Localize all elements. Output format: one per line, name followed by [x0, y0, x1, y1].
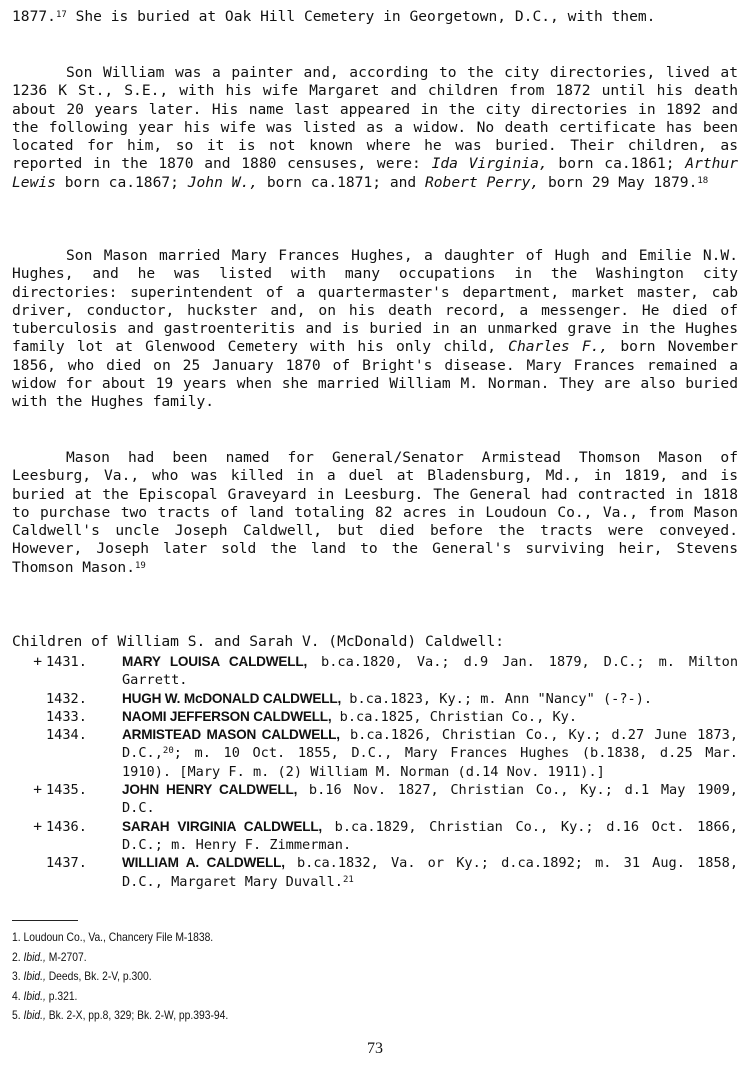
footnote-text: Loudoun Co., Va., Chancery File M-1838. [23, 930, 214, 944]
footnotes [12, 928, 228, 1026]
entry-details: b.ca.1829, Christian Co., Ky.; d.16 Oct. 1866, D.C.; m. Henry F. Zimmerman. [122, 818, 738, 853]
child-entry [12, 818, 738, 855]
entry-number: 1431. [46, 654, 87, 670]
footnote [12, 948, 228, 968]
has-descendants-marker: + [33, 653, 42, 670]
entry-number: 1432. [46, 690, 87, 707]
page-number: 73 [367, 1040, 383, 1057]
footnote-text: M-2707. [45, 949, 87, 964]
entry-text [122, 653, 738, 690]
has-descendants-marker [12, 708, 46, 726]
child-full-name: HUGH W. McDONALD CALDWELL, [122, 690, 342, 706]
child-full-name: NAOMI JEFFERSON CALDWELL, [122, 708, 332, 724]
paragraph-son-william [12, 64, 738, 192]
has-descendants-marker: + [33, 817, 42, 835]
footnote [12, 928, 228, 948]
text: born November 1856, who died on 25 January 1870 of Bright's disease. Mary Frances remained a widow for about 19 years when she married William M. Norman. They are also buried with the Hughes family. [12, 338, 739, 411]
text: born ca.1861; [547, 155, 686, 173]
child-name: Robert Perry, [424, 173, 540, 191]
entry-number: 1436. [46, 818, 87, 835]
entry-details-cont: ; m. 10 Oct. 1855, D.C., Mary Frances Hughes (b.1838, d.25 Mar. 1910). [Mary F. m. (2) William M. Norman (d.14 Nov. 1911).] [122, 745, 738, 780]
footnote-ref: 17 [55, 10, 67, 20]
child-entry [12, 653, 738, 690]
child-name: Arthur Lewis [12, 155, 738, 191]
footnote-ref: 18 [697, 175, 709, 186]
footnote-text: Deeds, Bk. 2-V, p.300. [45, 969, 152, 983]
footnote-divider [12, 920, 78, 921]
entry-details: b.ca.1820, Va.; d.9 Jan. 1879, D.C.; m. Milton Garrett. [122, 654, 739, 689]
child-entry [12, 708, 738, 726]
footnote-ibid: Ibid., [23, 969, 46, 983]
child-full-name: JOHN HENRY CALDWELL, [122, 782, 298, 798]
entry-details: b.ca.1823, Ky.; m. Ann "Nancy" (-?-). [341, 690, 653, 707]
paragraph-son-mason [12, 247, 738, 412]
footnote-number: 2. [12, 949, 21, 964]
paragraph-mason-named [12, 449, 738, 577]
entry-text [122, 854, 738, 891]
entry-text [122, 726, 738, 781]
child-full-name: MARY LOUISA CALDWELL, [122, 654, 308, 669]
entry-number: 1435. [46, 782, 87, 799]
text: Son William was a painter and, according to the city directories, lived at 1236 K St., S.E., with his wife Margaret and children from 1872 until his death about 20 years later. His name last appeared in the city directories in 1892 and the following year his wife was listed as a widow. No death certificate has been located for him, so it is not known where he was buried. Their children, as reported in the 1870 and 1880 censuses, were: [12, 64, 738, 173]
footnote-ref: 21 [342, 874, 354, 885]
entry-details: b.16 Nov. 1827, Christian Co., Ky.; d.1 May 1909, D.C. [122, 782, 738, 817]
paragraph-continued [12, 8, 738, 26]
entry-text [122, 781, 738, 818]
text: born ca.1871; and [258, 173, 425, 191]
entry-number: 1434. [46, 727, 87, 744]
footnote-number: 1. [12, 930, 21, 944]
footnote-ibid: Ibid., [23, 1008, 46, 1022]
footnote [12, 987, 228, 1007]
children-list [12, 653, 738, 891]
footnote-number: 3. [12, 969, 21, 983]
entry-text [122, 708, 738, 726]
footnote-text: Bk. 2-X, pp.8, 329; Bk. 2-W, pp.393-94. [45, 1008, 229, 1022]
footnote-ref: 20 [162, 746, 174, 757]
footnote-ibid: Ibid., [23, 949, 46, 964]
has-descendants-marker: + [33, 781, 42, 799]
footnote-ref: 19 [135, 560, 146, 571]
footnote-ibid: Ibid., [23, 988, 46, 1003]
entry-details: b.ca.1825, Christian Co., Ky. [331, 708, 578, 725]
has-descendants-marker [12, 690, 46, 708]
child-entry [12, 781, 738, 818]
text: Mason had been named for General/Senator Armistead Thomson Mason of Leesburg, Va., who was killed in a duel at Bladensburg, Md., in 1819, and is buried at the Episcopal Graveyard in Leesburg. The General had contracted in 1818 to purchase two tracts of land totaling 82 acres in Loudoun Co., Va., from Mason Caldwell's uncle Joseph Caldwell, but died before the tracts were conveyed. However, Joseph later sold the land to the General's surviving heir, Stevens Thomson Mason. [12, 449, 738, 576]
entry-text [122, 818, 738, 855]
footnote-number: 4. [12, 988, 21, 1003]
entry-details: b.ca.1832, Va. or Ky.; d.ca.1892; m. 31 Aug. 1858, D.C., Margaret Mary Duvall. [122, 855, 739, 890]
has-descendants-marker [12, 854, 46, 891]
text: She is buried at Oak Hill Cemetery in Georgetown, D.C., with them. [66, 8, 656, 25]
child-full-name: SARAH VIRGINIA CALDWELL, [122, 818, 322, 834]
child-name: John W., [187, 173, 259, 191]
child-full-name: WILLIAM A. CALDWELL, [122, 855, 285, 871]
child-name: Charles F., [508, 338, 609, 356]
text: born ca.1867; [55, 173, 188, 191]
footnote-text: p.321. [45, 988, 78, 1003]
has-descendants-marker [12, 726, 46, 781]
entry-details: b.ca.1826, Christian Co., Ky.; d.27 June 1873, D.C., [122, 727, 739, 762]
footnote [12, 1006, 228, 1026]
footnote-number: 5. [12, 1008, 21, 1022]
text: born 29 May 1879. [539, 173, 698, 191]
child-entry [12, 854, 738, 891]
child-entry [12, 726, 738, 781]
entry-number: 1437. [46, 855, 87, 872]
entry-number: 1433. [46, 708, 87, 725]
children-heading: Children of William S. and Sarah V. (McDonald) Caldwell: [12, 633, 505, 650]
entry-text [122, 690, 738, 708]
child-full-name: ARMISTEAD MASON CALDWELL, [122, 727, 340, 743]
text: 1877. [12, 8, 56, 25]
child-entry [12, 690, 738, 708]
footnote [12, 967, 228, 987]
text: Son Mason married Mary Frances Hughes, a daughter of Hugh and Emilie N.W. Hughes, and he was listed with many occupations in the Washington city directories: superintendent of a quartermaster's department, market master, cab driver, conductor, huckster and, on his death record, a messenger. He died of tuberculosis and gastroenteritis and is buried in an unmarked grave in the Hughes family lot at Glenwood Cemetery with his only child, [12, 247, 738, 356]
child-name: Ida Virginia, [431, 155, 548, 173]
